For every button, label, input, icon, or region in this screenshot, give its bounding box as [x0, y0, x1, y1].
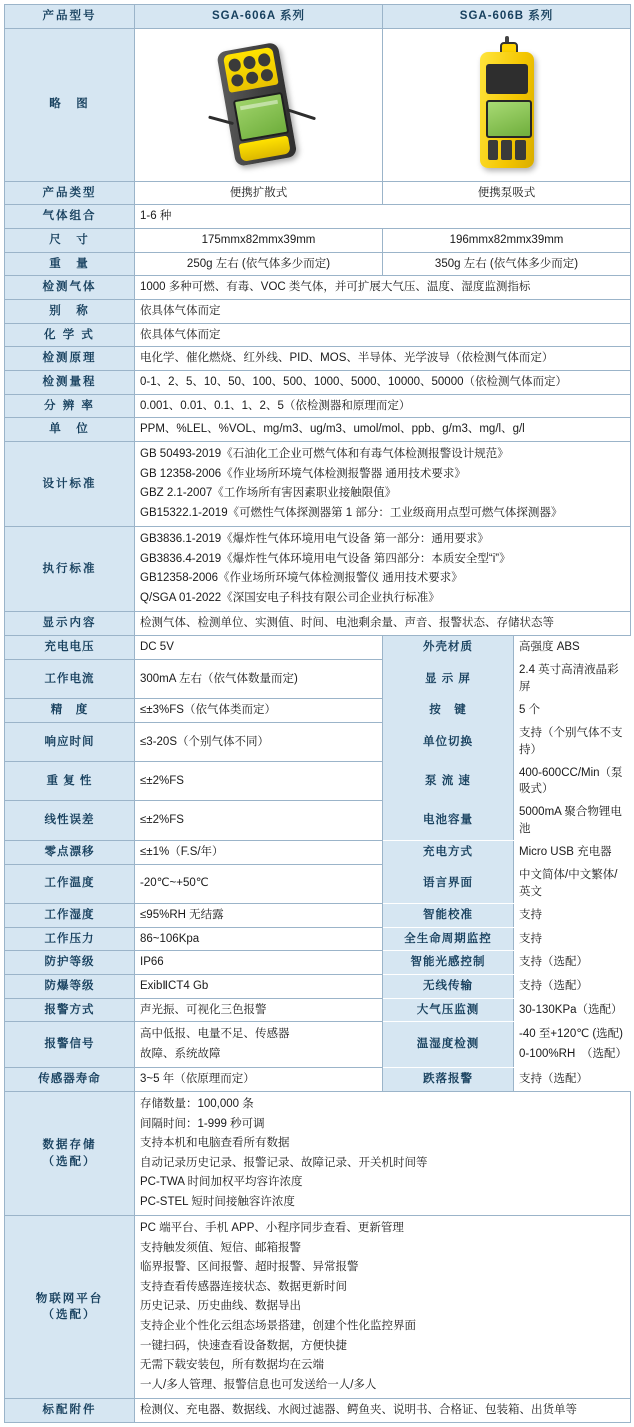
alarm-signal-line: 故障、系统故障: [140, 1047, 221, 1060]
design-standard-value: [135, 442, 631, 527]
pair-value-right: Micro USB 充电器: [514, 841, 631, 864]
pair-right-wrap: [383, 722, 631, 761]
pair-value-left: ≤±2%FS: [135, 801, 383, 840]
resolution-value: 0.001、0.01、0.1、1、2、5（依检测器和原理而定）: [135, 394, 631, 418]
iot-line: PC 端平台、手机 APP、小程序同步查看、更新管理: [140, 1222, 404, 1235]
exec-standard-value: [135, 527, 631, 612]
storage-label: [5, 1091, 135, 1215]
pair-right-wrap: [383, 840, 631, 864]
sensor-life-value: 3~5 年（依原理而定）: [135, 1068, 383, 1092]
pair-right-wrap: [383, 864, 631, 903]
pair-value-left: ≤±2%FS: [135, 762, 383, 801]
principle-label: 检测原理: [5, 347, 135, 371]
pair-label-right: 单位切换: [383, 722, 514, 761]
pair-value-right: 高强度 ABS: [514, 636, 631, 659]
table-row-range: [5, 371, 631, 395]
table-row-size: [5, 229, 631, 253]
pair-value-left: DC 5V: [135, 636, 383, 660]
alias-label: 别 称: [5, 300, 135, 324]
design-standard-line: GB 50493-2019《石油化工企业可燃气体和有毒气体检测报警设计规范》: [140, 448, 509, 461]
pair-value-right: 400-600CC/Min（泵吸式）: [514, 762, 631, 801]
exec-standard-line: GB12358-2006《作业场所环境气体检测报警仪 通用技术要求》: [140, 572, 463, 585]
pair-right-wrap: [383, 801, 631, 840]
temp-humidity-wrap: [383, 1022, 631, 1068]
temp-humidity-label: 温湿度检测: [383, 1022, 514, 1067]
pair-value-left: -20℃~+50℃: [135, 864, 383, 903]
storage-label-line1: 数据存储: [42, 1138, 97, 1151]
pair-right-wrap: [383, 927, 631, 951]
gas-combo-value: 1-6 种: [135, 205, 631, 229]
storage-line: PC-STEL 短时间接触容许浓度: [140, 1195, 295, 1208]
pair-right-wrap: [383, 903, 631, 927]
diagram-cell-b: [383, 28, 631, 181]
table-row-pair: [5, 903, 631, 927]
pair-right-wrap: [383, 998, 631, 1022]
pair-label-right: 大气压监测: [383, 999, 514, 1022]
formula-label: 化 学 式: [5, 323, 135, 347]
iot-line: 支持查看传感器连接状态、数据更新时间: [140, 1280, 347, 1293]
pair-value-left: 86~106Kpa: [135, 927, 383, 951]
pair-label-right: 智能光感控制: [383, 951, 514, 974]
pair-value-left: 300mA 左右（依气体数量而定): [135, 659, 383, 698]
weight-b: 350g 左右 (依气体多少而定): [383, 252, 631, 276]
pair-value-right: 支持（个别气体不支持）: [514, 722, 631, 761]
size-a: 175mmx82mmx39mm: [135, 229, 383, 253]
table-row-resolution: [5, 394, 631, 418]
detect-gas-label: 检测气体: [5, 276, 135, 300]
pair-label-left: 工作温度: [5, 864, 135, 903]
storage-line: PC-TWA 时间加权平均容许浓度: [140, 1176, 303, 1189]
header-series-b: SGA-606B 系列: [383, 5, 631, 29]
table-row-iot-platform: [5, 1216, 631, 1399]
pair-label-left: 工作电流: [5, 659, 135, 698]
pair-label-left: 精 度: [5, 699, 135, 723]
storage-value: [135, 1091, 631, 1215]
pair-value-right: 5 个: [514, 699, 631, 722]
table-row-principle: [5, 347, 631, 371]
table-row-pair: [5, 864, 631, 903]
table-row-gas-combo: [5, 205, 631, 229]
accessories-value: 检测仪、充电器、数据线、水阀过滤器、鳄鱼夹、说明书、合格证、包装箱、出货单等: [135, 1399, 631, 1423]
table-row-pair: [5, 762, 631, 801]
gas-combo-label: 气体组合: [5, 205, 135, 229]
pair-right-wrap: [383, 951, 631, 975]
pair-label-left: 响应时间: [5, 722, 135, 761]
table-row-detect-gas: [5, 276, 631, 300]
alarm-signal-label: 报警信号: [5, 1022, 135, 1068]
pair-value-right: 支持: [514, 928, 631, 951]
pair-label-left: 报警方式: [5, 998, 135, 1022]
sensor-life-label: 传感器寿命: [5, 1068, 135, 1092]
diagram-label: 略 图: [5, 28, 135, 181]
table-row-pair: [5, 659, 631, 698]
handheld-diffusion-detector-icon: [212, 40, 305, 169]
weight-a: 250g 左右 (依气体多少而定): [135, 252, 383, 276]
table-row-product-type: [5, 181, 631, 205]
header-model-label: 产品型号: [5, 5, 135, 29]
exec-standard-label: 执行标准: [5, 527, 135, 612]
pair-label-right: 外壳材质: [383, 636, 514, 659]
accessories-label: 标配附件: [5, 1399, 135, 1423]
resolution-label: 分 辨 率: [5, 394, 135, 418]
pair-label-left: 零点漂移: [5, 840, 135, 864]
range-label: 检测量程: [5, 371, 135, 395]
table-row-pair: [5, 699, 631, 723]
detect-gas-value: 1000 多种可燃、有毒、VOC 类气体，并可扩展大气压、温度、湿度监测指标: [135, 276, 631, 300]
storage-line: 自动记录历史记录、报警记录、故障记录、开关机时间等: [140, 1156, 428, 1169]
pair-value-left: ≤±1%（F.S/年）: [135, 840, 383, 864]
pair-label-left: 防爆等级: [5, 974, 135, 998]
pair-right-wrap: [383, 762, 631, 801]
pump-suction-detector-icon: [480, 42, 534, 168]
table-row-formula: [5, 323, 631, 347]
formula-value: 依具体气体而定: [135, 323, 631, 347]
temp-humidity-line: -40 至+120℃ (选配): [519, 1028, 623, 1041]
pair-label-right: 无线传输: [383, 975, 514, 998]
pair-label-right: 按 键: [383, 699, 514, 722]
pair-label-right: 电池容量: [383, 801, 514, 840]
unit-label: 单 位: [5, 418, 135, 442]
diagram-cell-a: [135, 28, 383, 181]
pair-label-right: 泵 流 速: [383, 762, 514, 801]
pair-label-right: 全生命周期监控: [383, 928, 514, 951]
iot-line: 无需下载安装包，所有数据均在云端: [140, 1359, 324, 1372]
alarm-signal-value: [135, 1022, 383, 1068]
table-row-pair: [5, 927, 631, 951]
temp-humidity-value: [514, 1022, 631, 1067]
pair-label-left: 工作湿度: [5, 903, 135, 927]
pair-label-left: 防护等级: [5, 951, 135, 975]
pair-value-right: 支持（选配）: [514, 951, 631, 974]
design-standard-line: GBZ 2.1-2007《工作场所有害因素职业接触限值》: [140, 487, 397, 500]
pair-label-right: 语言界面: [383, 864, 514, 903]
table-row-pair: [5, 998, 631, 1022]
pair-value-right: 30-130KPa（选配）: [514, 999, 631, 1022]
display-content-label: 显示内容: [5, 612, 135, 636]
table-row-pair: [5, 722, 631, 761]
iot-line: 一键扫码，快速查看设备数据，方便快捷: [140, 1339, 347, 1352]
pair-right-wrap: [383, 636, 631, 660]
product-type-a: 便携扩散式: [135, 181, 383, 205]
design-standard-label: 设计标准: [5, 442, 135, 527]
iot-label-line2: （选配）: [42, 1309, 97, 1322]
pair-right-wrap: [383, 974, 631, 998]
exec-standard-line: Q/SGA 01-2022《深国安电子科技有限公司企业执行标准》: [140, 591, 440, 604]
principle-value: 电化学、催化燃烧、红外线、PID、MOS、半导体、光学波导（依检测气体而定）: [135, 347, 631, 371]
pair-label-left: 充电电压: [5, 636, 135, 660]
weight-label: 重 量: [5, 252, 135, 276]
table-row-design-standard: [5, 442, 631, 527]
drop-alarm-value: 支持（选配）: [514, 1068, 631, 1091]
iot-line: 临界报警、区间报警、超时报警、异常报警: [140, 1261, 359, 1274]
table-row-pair: [5, 636, 631, 660]
design-standard-line: GB 12358-2006《作业场所环境气体检测报警器 通用技术要求》: [140, 467, 466, 480]
pair-value-right: 中文简体/中文繁体/英文: [514, 864, 631, 903]
drop-alarm-wrap: [383, 1068, 631, 1092]
iot-label-line1: 物联网平台: [35, 1292, 104, 1305]
pair-value-left: ExibⅡCT4 Gb: [135, 974, 383, 998]
table-row-alarm-signal: [5, 1022, 631, 1068]
range-value: 0-1、2、5、10、50、100、500、1000、5000、10000、50000（依检测气体而定）: [135, 371, 631, 395]
pair-label-left: 重 复 性: [5, 762, 135, 801]
pair-label-left: 线性误差: [5, 801, 135, 840]
table-row-display-content: [5, 612, 631, 636]
exec-standard-line: GB3836.4-2019《爆炸性气体环境用电气设备 第四部分：本质安全型“i”》: [140, 552, 511, 565]
table-row-weight: [5, 252, 631, 276]
table-row-alias: [5, 300, 631, 324]
storage-line: 支持本机和电脑查看所有数据: [140, 1137, 290, 1150]
pair-value-right: 支持: [514, 904, 631, 927]
exec-standard-line: GB3836.1-2019《爆炸性气体环境用电气设备 第一部分：通用要求》: [140, 533, 489, 546]
pair-value-right: 5000mA 聚合物锂电池: [514, 801, 631, 840]
storage-label-line2: （选配）: [42, 1155, 97, 1168]
storage-line: 间隔时间：1-999 秒可调: [140, 1117, 265, 1130]
display-content-value: 检测气体、检测单位、实测值、时间、电池剩余量、声音、报警状态、存储状态等: [135, 612, 631, 636]
product-type-label: 产品类型: [5, 181, 135, 205]
size-label: 尺 寸: [5, 229, 135, 253]
pair-label-right: 显 示 屏: [383, 659, 514, 698]
design-standard-line: GB15322.1-2019《可燃性气体探测器第 1 部分：工业级商用点型可燃气体探测器》: [140, 506, 563, 519]
table-row-storage: [5, 1091, 631, 1215]
table-row-pair: [5, 801, 631, 840]
table-row-sensor-life: [5, 1068, 631, 1092]
header-series-a: SGA-606A 系列: [135, 5, 383, 29]
pair-right-wrap: [383, 659, 631, 698]
alias-value: 依具体气体而定: [135, 300, 631, 324]
pair-value-left: ≤95%RH 无结露: [135, 903, 383, 927]
table-row-diagram: [5, 28, 631, 181]
table-row-header: [5, 5, 631, 29]
table-row-accessories: [5, 1399, 631, 1423]
table-row-unit: [5, 418, 631, 442]
iot-line: 支持企业个性化云组态场景搭建，创建个性化监控界面: [140, 1319, 416, 1332]
iot-line: 一人/多人管理、报警信息也可发送给一人/多人: [140, 1378, 377, 1391]
product-type-b: 便携泵吸式: [383, 181, 631, 205]
pair-value-left: ≤±3%FS（依气体类而定）: [135, 699, 383, 723]
pair-label-right: 充电方式: [383, 841, 514, 864]
table-row-pair: [5, 974, 631, 998]
storage-line: 存储数量：100,000 条: [140, 1097, 254, 1110]
pair-value-left: IP66: [135, 951, 383, 975]
unit-value: PPM、%LEL、%VOL、mg/m3、ug/m3、umol/mol、ppb、g/m3、mg/l、g/l: [135, 418, 631, 442]
iot-line: 支持触发须值、短信、邮箱报警: [140, 1241, 301, 1254]
pair-label-left: 工作压力: [5, 927, 135, 951]
iot-platform-label: [5, 1216, 135, 1399]
table-row-pair: [5, 951, 631, 975]
alarm-signal-line: 高中低报、电量不足、传感器: [140, 1028, 290, 1041]
temp-humidity-line: 0-100%RH （选配）: [519, 1047, 627, 1060]
pair-value-right: 2.4 英寸高清液晶彩屏: [514, 659, 631, 698]
table-row-pair: [5, 840, 631, 864]
table-row-exec-standard: [5, 527, 631, 612]
pair-value-left: ≤3-20S（个别气体不同）: [135, 722, 383, 761]
drop-alarm-label: 跌落报警: [383, 1068, 514, 1091]
iot-line: 历史记录、历史曲线、数据导出: [140, 1300, 301, 1313]
pair-value-left: 声光振、可视化三色报警: [135, 998, 383, 1022]
spec-table: [4, 4, 631, 1423]
pair-label-right: 智能校准: [383, 904, 514, 927]
pair-right-wrap: [383, 699, 631, 723]
pair-value-right: 支持（选配）: [514, 975, 631, 998]
size-b: 196mmx82mmx39mm: [383, 229, 631, 253]
iot-platform-value: [135, 1216, 631, 1399]
